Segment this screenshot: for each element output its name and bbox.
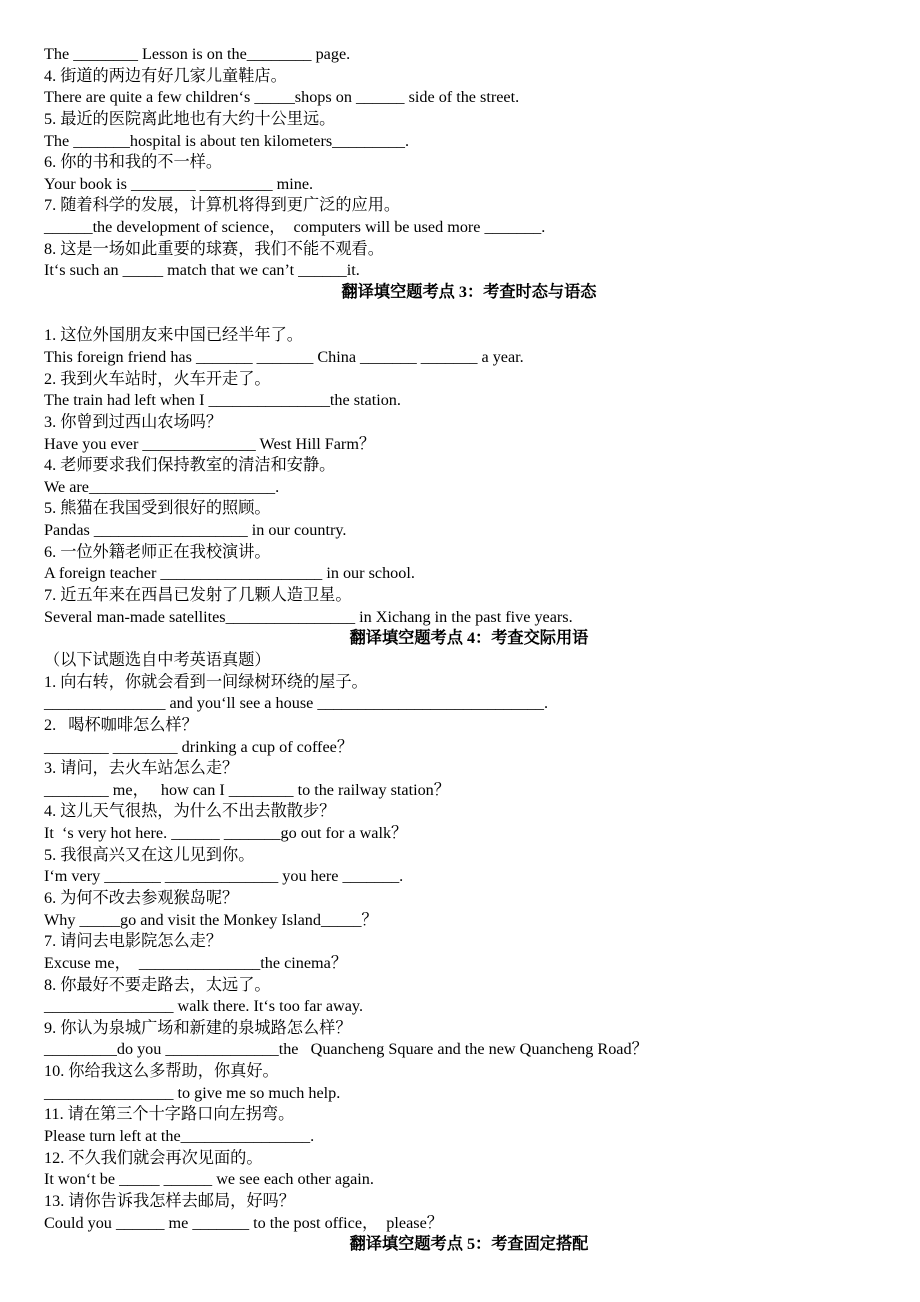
section-heading: 翻译填空题考点 5：考查固定搭配 xyxy=(349,1235,589,1254)
text-line: ______the development of science， computers will be used more _______. xyxy=(44,218,546,237)
text-line: 4. 老师要求我们保持教室的清洁和安静。 xyxy=(44,456,336,475)
text-line: 8. 你最好不要走路去，太远了。 xyxy=(44,975,271,994)
text-line: Why _____go and visit the Monkey Island_____？ xyxy=(44,910,378,929)
document-body xyxy=(44,44,894,1256)
text-line: It‘s such an _____ match that we can’t ______it. xyxy=(44,261,360,280)
text-line: Several man-made satellites________________ in Xichang in the past five years. xyxy=(44,607,573,626)
text-line: Please turn left at the________________. xyxy=(44,1127,315,1146)
text-line: 3. 你曾到过西山农场吗？ xyxy=(44,412,223,431)
text-line: 11. 请在第三个十字路口向左拐弯。 xyxy=(44,1105,295,1124)
text-line: 4. 街道的两边有好几家儿童鞋店。 xyxy=(44,66,287,85)
text-line: We are_______________________. xyxy=(44,477,280,496)
text-line: Could you ______ me _______ to the post office， please？ xyxy=(44,1213,443,1232)
text-line: 1. 这位外国朋友来中国已经半年了。 xyxy=(44,326,303,345)
text-line: 2. 喝杯咖啡怎么样？ xyxy=(44,715,198,734)
text-line: 1. 向右转，你就会看到一间绿树环绕的屋子。 xyxy=(44,672,368,691)
text-line: 6. 你的书和我的不一样。 xyxy=(44,153,223,172)
text-line: 7. 请问去电影院怎么走？ xyxy=(44,932,223,951)
section-heading: 翻译填空题考点 4：考查交际用语 xyxy=(349,629,589,648)
text-line: ________________ to give me so much help. xyxy=(44,1083,341,1102)
text-line: It ‘s very hot here. ______ _______go out for a walk？ xyxy=(44,824,408,843)
text-line: A foreign teacher ____________________ in our school. xyxy=(44,564,415,583)
text-line: The train had left when I _______________the station. xyxy=(44,391,401,410)
text-line: 10. 你给我这么多帮助，你真好。 xyxy=(44,1062,279,1081)
text-line: Your book is ________ _________ mine. xyxy=(44,174,314,193)
text-line: ________ me， how can I ________ to the railway station？ xyxy=(44,780,450,799)
text-line: It won‘t be _____ ______ we see each other again. xyxy=(44,1170,374,1189)
text-line: 2. 我到火车站时，火车开走了。 xyxy=(44,369,271,388)
text-line: （以下试题选自中考英语真题） xyxy=(44,650,271,669)
text-line: The _______hospital is about ten kilometers_________. xyxy=(44,131,410,150)
text-line: 9. 你认为泉城广场和新建的泉城路怎么样？ xyxy=(44,1018,352,1037)
text-line: 4. 这儿天气很热，为什么不出去散散步？ xyxy=(44,802,336,821)
text-line: 8. 这是一场如此重要的球赛，我们不能不观看。 xyxy=(44,239,384,258)
text-line: The ________ Lesson is on the________ page. xyxy=(44,45,351,63)
text-line: 7. 近五年来在西昌已发射了几颗人造卫星。 xyxy=(44,586,352,605)
text-line: 7. 随着科学的发展，计算机将得到更广泛的应用。 xyxy=(44,196,401,215)
text-line: 3. 请问，去火车站怎么走？ xyxy=(44,759,239,778)
text-line: 5. 我很高兴又在这儿见到你。 xyxy=(44,845,255,864)
text-line: Pandas ___________________ in our country. xyxy=(44,521,347,540)
text-line: Have you ever ______________ West Hill Farm？ xyxy=(44,434,376,453)
text-line: There are quite a few children‘s _____shops on ______ side of the street. xyxy=(44,88,520,107)
text-line: _______________ and you‘ll see a house ____________________________. xyxy=(44,694,549,713)
section-heading: 翻译填空题考点 3：考查时态与语态 xyxy=(341,283,597,302)
text-line: 5. 熊猫在我国受到很好的照顾。 xyxy=(44,499,271,518)
text-line: ________ ________ drinking a cup of coffee？ xyxy=(44,737,354,756)
text-line: 6. 为何不改去参观猴岛呢？ xyxy=(44,888,239,907)
text-line: 12. 不久我们就会再次见面的。 xyxy=(44,1148,263,1167)
text-line: 13. 请你告诉我怎样去邮局，好吗？ xyxy=(44,1191,295,1210)
text-line: This foreign friend has _______ _______ China _______ _______ a year. xyxy=(44,347,524,366)
text-line: ________________ walk there. It‘s too far away. xyxy=(44,997,364,1016)
text-line: 5. 最近的医院离此地也有大约十公里远。 xyxy=(44,109,336,128)
text-line: Excuse me， _______________the cinema？ xyxy=(44,953,348,972)
text-line: 6. 一位外籍老师正在我校演讲。 xyxy=(44,542,271,561)
blank-line xyxy=(44,304,894,326)
text-line: I‘m very _______ ______________ you here _______. xyxy=(44,867,404,886)
text-line: _________do you ______________the Quancheng Square and the new Quancheng Road？ xyxy=(44,1040,648,1059)
